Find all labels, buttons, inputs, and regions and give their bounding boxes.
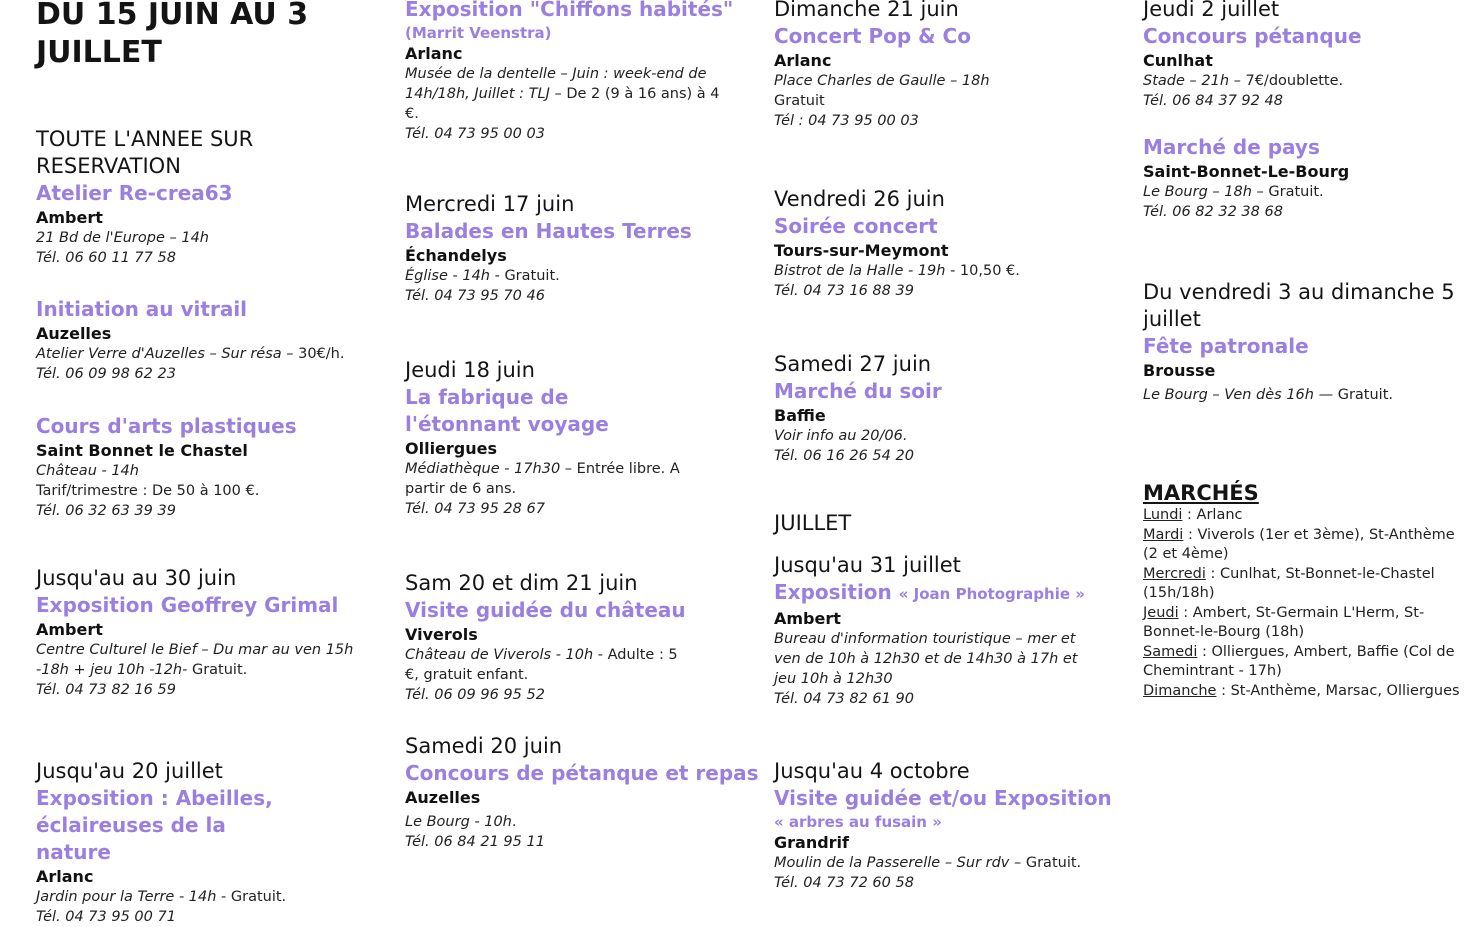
event-fabrique-etonnant-voyage: [405, 357, 705, 519]
event-info: Centre Culturel le Bief – Du mar au ven 15h -18h + jeu 10h -12h- Gratuit.: [36, 642, 354, 678]
event-exposition-grimal: [36, 565, 356, 700]
event-name: Initiation au vitrail: [36, 297, 248, 321]
markets-title: MARCHÉS: [1143, 481, 1259, 505]
event-concours-petanque-repas: [405, 733, 759, 852]
event-town: Arlanc: [774, 51, 832, 70]
event-info-venue: Place Charles de Gaulle – 18h: [774, 73, 990, 89]
event-date: Mercredi 17 juin: [405, 192, 575, 216]
event-town: Ambert: [36, 208, 103, 227]
market-line-jeudi: Jeudi : Ambert, St-Germain L'Herm, St-Bonnet-le-Bourg (18h): [1143, 604, 1425, 640]
event-phone: Tél. 04 73 95 28 67: [405, 501, 545, 517]
event-date: Sam 20 et dim 21 juin: [405, 571, 638, 595]
event-town: Olliergues: [405, 439, 498, 458]
event-chiffons-habites: [405, 0, 734, 144]
event-name: Marché de pays: [1143, 135, 1320, 159]
event-name: Marché du soir: [774, 379, 942, 403]
event-info: Bureau d'information touristique – mer et ven de 10h à 12h30 et de 14h30 à 17h et jeu 10h à 12h30: [774, 631, 1078, 687]
event-town: Tours-sur-Meymont: [774, 241, 949, 260]
event-phone: Tél. 04 73 95 00 03: [405, 126, 545, 142]
event-joan-photographie: [774, 552, 1094, 709]
event-marche-de-pays: [1143, 134, 1463, 222]
event-phone: Tél : 04 73 95 00 03: [774, 113, 919, 129]
event-phone: Tél. 04 73 82 61 90: [774, 691, 914, 707]
event-name: Exposition Geoffrey Grimal: [36, 593, 339, 617]
event-town: Échandelys: [405, 246, 507, 265]
event-date: Samedi 20 juin: [405, 734, 563, 758]
event-info-price: Gratuit: [774, 93, 825, 109]
month-heading: JUILLET: [774, 511, 852, 535]
event-concert-pop: [774, 0, 1094, 131]
markets-section: [1143, 480, 1465, 701]
event-info: Voir info au 20/06.: [774, 428, 908, 444]
event-info: Église - 14h - Gratuit.: [405, 268, 560, 284]
event-info: Atelier Verre d'Auzelles – Sur résa – 30€/h.: [36, 346, 345, 362]
event-name: Exposition « Joan Photographie »: [774, 580, 1085, 604]
event-phone: Tél. 06 16 26 54 20: [774, 448, 914, 464]
event-date: Jusqu'au 31 juillet: [774, 553, 961, 577]
page-title: DU 15 JUIN AU 3 JUILLET: [36, 0, 309, 70]
event-date: Vendredi 26 juin: [774, 187, 945, 211]
event-initiation-vitrail: [36, 296, 366, 384]
event-name: Atelier Re-crea63: [36, 181, 233, 205]
market-line-dimanche: Dimanche : St-Anthème, Marsac, Olliergues: [1143, 682, 1460, 699]
event-phone: Tél. 06 09 98 62 23: [36, 366, 176, 382]
event-subtitle: (Marrit Veenstra): [405, 24, 552, 42]
event-town: Viverols: [405, 625, 478, 644]
event-date: Jusqu'au au 30 juin: [36, 566, 237, 590]
event-town: Brousse: [1143, 361, 1216, 380]
event-info: Le Bourg - 10h.: [405, 814, 517, 830]
event-exposition-abeilles: [36, 758, 356, 927]
event-soiree-concert: [774, 186, 1094, 301]
event-visite-chateau-viverols: [405, 570, 705, 705]
event-phone: Tél. 04 73 95 00 71: [36, 909, 176, 925]
event-phone: Tél. 06 84 21 95 11: [405, 834, 545, 850]
event-phone: Tél. 06 84 37 92 48: [1143, 93, 1283, 109]
event-name: Exposition "Chiffons habités": [405, 0, 734, 21]
event-town: Cunlhat: [1143, 51, 1213, 70]
event-info: Moulin de la Passerelle – Sur rdv – Gratuit.: [774, 855, 1082, 871]
market-line-lundi: Lundi : Arlanc: [1143, 507, 1243, 523]
event-name: Visite guidée et/ou Exposition: [774, 786, 1112, 810]
event-visite-grandrif: [774, 758, 1112, 893]
event-info: Stade – 21h – 7€/doublette.: [1143, 73, 1344, 89]
event-name: Fête patronale: [1143, 334, 1309, 358]
market-line-mardi: Mardi : Viverols (1er et 3ème), St-Anthème (2 et 4ème): [1143, 526, 1455, 562]
event-name: Concours de pétanque et repas: [405, 761, 759, 785]
event-info: Château de Viverols - 10h - Adulte : 5 €, gratuit enfant.: [405, 647, 678, 683]
event-date: Jusqu'au 20 juillet: [36, 759, 223, 783]
event-name: Concours pétanque: [1143, 24, 1362, 48]
event-info: Musée de la dentelle – Juin : week-end de 14h/18h, Juillet : TLJ – De 2 (9 à 16 ans) à 4 €.: [405, 66, 720, 122]
section-heading: TOUTE L'ANNEE SUR RESERVATION: [36, 127, 254, 178]
event-info-price: Tarif/trimestre : De 50 à 100 €.: [36, 483, 260, 499]
event-town: Grandrif: [774, 833, 849, 852]
event-phone: Tél. 06 60 11 77 58: [36, 250, 176, 266]
event-name: La fabrique de l'étonnant voyage: [405, 385, 609, 436]
event-info-venue: Château - 14h: [36, 463, 139, 479]
event-phone: Tél. 04 73 16 88 39: [774, 283, 914, 299]
event-name: Visite guidée du château: [405, 598, 686, 622]
event-name: Cours d'arts plastiques: [36, 414, 297, 438]
event-town: Arlanc: [36, 867, 94, 886]
event-marche-du-soir: [774, 351, 1094, 466]
event-town: Baffie: [774, 406, 826, 425]
event-phone: Tél. 06 09 96 95 52: [405, 687, 545, 703]
event-info: Le Bourg – Ven dès 16h — Gratuit.: [1143, 387, 1393, 403]
event-info: Bistrot de la Halle - 19h - 10,50 €.: [774, 263, 1020, 279]
event-date: Jusqu'au 4 octobre: [774, 759, 970, 783]
event-balades-hautes-terres: [405, 191, 725, 306]
event-town: Auzelles: [405, 788, 481, 807]
event-town: Arlanc: [405, 44, 463, 63]
event-date: Jeudi 18 juin: [405, 358, 535, 382]
event-fete-patronale: [1143, 279, 1463, 405]
event-date: Samedi 27 juin: [774, 352, 932, 376]
event-name: Concert Pop & Co: [774, 24, 971, 48]
event-info: Le Bourg – 18h – Gratuit.: [1143, 184, 1324, 200]
event-phone: Tél. 04 73 72 60 58: [774, 875, 914, 891]
event-town: Ambert: [774, 609, 841, 628]
event-town: Ambert: [36, 620, 103, 639]
event-date: Dimanche 21 juin: [774, 0, 959, 21]
event-subtitle: « arbres au fusain »: [774, 813, 942, 831]
event-cours-arts-plastiques: [36, 413, 366, 521]
event-atelier-re-crea63: [36, 126, 366, 268]
event-town: Saint-Bonnet-Le-Bourg: [1143, 162, 1350, 181]
market-line-mercredi: Mercredi : Cunlhat, St-Bonnet-le-Chastel (15h/18h): [1143, 565, 1435, 601]
event-name: Exposition : Abeilles, éclaireuses de la nature: [36, 786, 273, 864]
event-concours-petanque: [1143, 0, 1463, 111]
event-phone: Tél. 04 73 95 70 46: [405, 288, 545, 304]
event-info: Médiathèque - 17h30 – Entrée libre. A partir de 6 ans.: [405, 461, 680, 497]
event-info: 21 Bd de l'Europe – 14h: [36, 230, 209, 246]
event-town: Saint Bonnet le Chastel: [36, 441, 248, 460]
event-date: Jeudi 2 juillet: [1143, 0, 1280, 21]
event-town: Auzelles: [36, 324, 112, 343]
event-info: Jardin pour la Terre - 14h - Gratuit.: [36, 889, 287, 905]
event-name: Soirée concert: [774, 214, 938, 238]
event-phone: Tél. 04 73 82 16 59: [36, 682, 176, 698]
market-line-samedi: Samedi : Olliergues, Ambert, Baffie (Col de Chemintrant - 17h): [1143, 643, 1455, 679]
event-name: Balades en Hautes Terres: [405, 219, 692, 243]
event-phone: Tél. 06 82 32 38 68: [1143, 204, 1283, 220]
event-date: Du vendredi 3 au dimanche 5 juillet: [1143, 280, 1455, 331]
event-phone: Tél. 06 32 63 39 39: [36, 503, 176, 519]
